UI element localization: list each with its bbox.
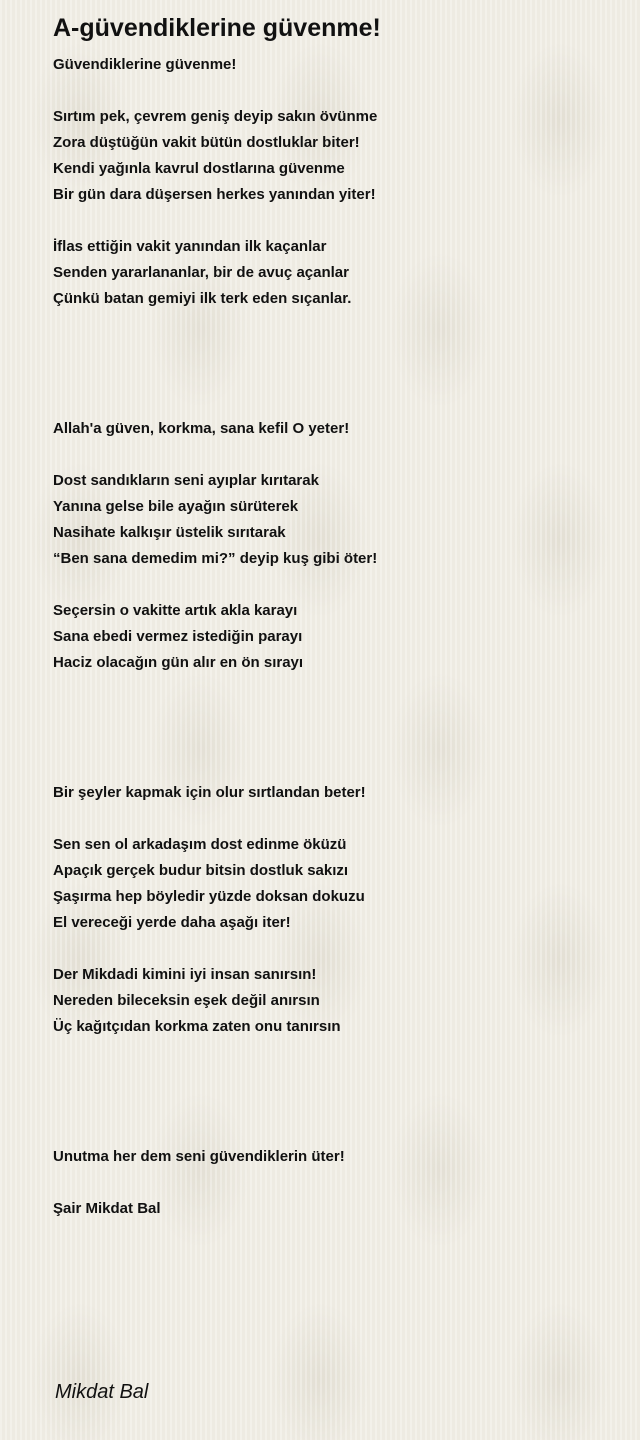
stanza-gap <box>53 364 613 390</box>
stanza-gap <box>53 338 613 364</box>
poem-line: Yanına gelse bile ayağın sürüterek <box>53 498 299 515</box>
author-signature: Mikdat Bal <box>55 1381 149 1403</box>
stanza-gap <box>53 1066 613 1092</box>
poem-line: Şaşırma hep böyledir yüzde doksan dokuzu <box>53 888 365 905</box>
stanza-gap <box>53 1170 613 1196</box>
poem-line: Senden yararlananlar, bir de avuç açanlar <box>53 264 349 281</box>
stanza-gap <box>53 728 613 754</box>
stanza-gap <box>53 754 613 780</box>
stanza-gap <box>53 1118 613 1144</box>
poem-line: Der Mikdadi kimini iyi insan sanırsın! <box>53 966 317 983</box>
poem-line: Üç kağıtçıdan korkma zaten onu tanırsın <box>53 1018 341 1035</box>
poem-line: Dost sandıkların seni ayıplar kırıtarak <box>53 472 319 489</box>
poem-line: Nasihate kalkışır üstelik sırıtarak <box>53 524 286 541</box>
poem-line: Çünkü batan gemiyi ilk terk eden sıçanlar. <box>53 290 352 307</box>
stanza-gap <box>53 312 613 338</box>
stanza-gap <box>53 1092 613 1118</box>
poem-title: A-güvendiklerine güvenme! <box>53 14 381 42</box>
poem-line: Allah'a güven, korkma, sana kefil O yeter! <box>53 420 350 437</box>
stanza-gap <box>53 676 613 702</box>
poem-line: Sen sen ol arkadaşım dost edinme öküzü <box>53 836 347 853</box>
poem-line: “Ben sana demedim mi?” deyip kuş gibi öter! <box>53 550 378 567</box>
poem-line: Apaçık gerçek budur bitsin dostluk sakızı <box>53 862 349 879</box>
poem-line: Zora düştüğün vakit bütün dostluklar biter! <box>53 134 360 151</box>
poem-line: Sırtım pek, çevrem geniş deyip sakın övünme <box>53 108 378 125</box>
poem-line: Bir şeyler kapmak için olur sırtlandan beter! <box>53 784 366 801</box>
poem-line: Nereden bileceksin eşek değil anırsın <box>53 992 320 1009</box>
poem-line: İflas ettiğin vakit yanından ilk kaçanlar <box>53 238 327 255</box>
poem-line: Unutma her dem seni güvendiklerin üter! <box>53 1148 345 1165</box>
stanza-gap <box>53 1040 613 1066</box>
poem-line: Bir gün dara düşersen herkes yanından yiter! <box>53 186 376 203</box>
stanza-gap <box>53 702 613 728</box>
poem-line: Güvendiklerine güvenme! <box>53 56 237 73</box>
poem-line: Seçersin o vakitte artık akla karayı <box>53 602 298 619</box>
poem-line: Kendi yağınla kavrul dostlarına güvenme <box>53 160 345 177</box>
stanza-gap <box>53 78 613 104</box>
poem-line: Haciz olacağın gün alır en ön sırayı <box>53 654 304 671</box>
stanza-gap <box>53 442 613 468</box>
stanza-gap <box>53 390 613 416</box>
poem-body <box>53 52 613 1222</box>
poem-line: Sana ebedi vermez istediğin parayı <box>53 628 303 645</box>
stanza-gap <box>53 936 613 962</box>
poem-line: Şair Mikdat Bal <box>53 1200 161 1217</box>
poem-line: El vereceği yerde daha aşağı iter! <box>53 914 291 931</box>
stanza-gap <box>53 572 613 598</box>
stanza-gap <box>53 806 613 832</box>
stanza-gap <box>53 208 613 234</box>
